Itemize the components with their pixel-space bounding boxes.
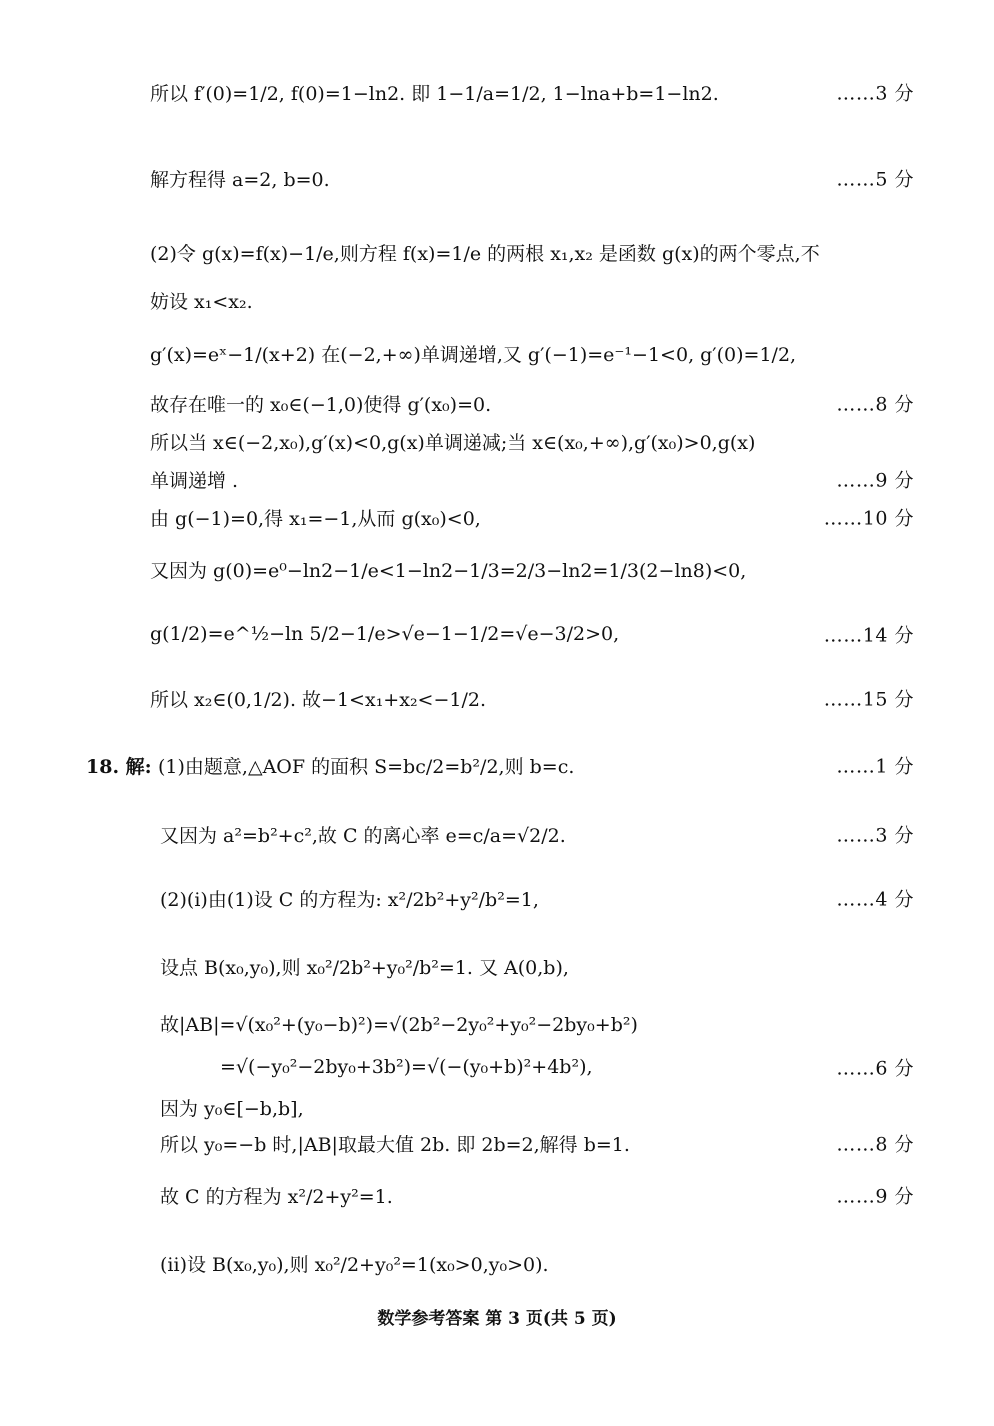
score-label: ……5 分 [836, 168, 914, 191]
line-text: g(1/2)=e^½−ln 5/2−1/e>√e−1−1/2=√e−3/2>0, [150, 623, 620, 645]
line-16 [160, 944, 914, 988]
line-text: 所以 f′(0)=1/2, f(0)=1−ln2. 即 1−1/a=1/2, 1−lna+b=1−ln2. [150, 82, 719, 105]
line-21 [160, 1174, 914, 1216]
line-17 [160, 1006, 914, 1040]
line-13 [86, 744, 914, 786]
score-label: ……9 分 [836, 1185, 914, 1208]
line-text: 故|AB|=√(x₀²+(y₀−b)²)=√(2b²−2y₀²+y₀²−2by₀+b²) [160, 1013, 638, 1036]
line-8 [150, 464, 914, 494]
line-text: 单调递增 . [150, 469, 239, 492]
score-label: ……4 分 [836, 888, 914, 911]
question-number: 18. 解: [86, 755, 152, 778]
line-text: 所以当 x∈(−2,x₀),g′(x)<0,g(x)单调递减;当 x∈(x₀,+∞),g′(x₀)>0,g(x) [150, 431, 756, 454]
line-text: (2)(i)由(1)设 C 的方程为: x²/2b²+y²/b²=1, [160, 888, 539, 911]
line-4 [150, 284, 914, 316]
score-label: ……6 分 [836, 1057, 914, 1080]
line-2 [150, 155, 914, 201]
line-text: 故存在唯一的 x₀∈(−1,0)使得 g′(x₀)=0. [150, 393, 492, 416]
line-22 [160, 1242, 914, 1284]
score-label: ……3 分 [836, 824, 914, 847]
score-label: ……10 分 [823, 507, 914, 530]
line-text: 设点 B(x₀,y₀),则 x₀²/2b²+y₀²/b²=1. 又 A(0,b), [160, 956, 569, 979]
line-text: 所以 y₀=−b 时,|AB|取最大值 2b. 即 2b=2,解得 b=1. [160, 1133, 630, 1156]
line-7 [150, 426, 914, 456]
line-text: g′(x)=eˣ−1/(x+2) 在(−2,+∞)单调递增,又 g′(−1)=e⁻¹−1<0, g′(0)=1/2, [150, 343, 797, 366]
score-label: ……15 分 [823, 688, 914, 711]
line-text: (1)由题意,△AOF 的面积 S=bc/2=b²/2,则 b=c. [158, 755, 575, 778]
line-19 [160, 1092, 914, 1122]
line-5 [150, 332, 914, 374]
line-text: 解方程得 a=2, b=0. [150, 168, 330, 191]
line-text: 妨设 x₁<x₂. [150, 290, 253, 313]
line-text: =√(−y₀²−2by₀+3b²)=√(−(y₀+b)²+4b²), [220, 1056, 593, 1078]
line-text: (2)令 g(x)=f(x)−1/e,则方程 f(x)=1/e 的两根 x₁,x₂ 是函数 g(x)的两个零点,不 [150, 242, 820, 265]
page-footer: 数学参考答案 第 3 页(共 5 页) [377, 1309, 617, 1329]
score-label: ……3 分 [836, 82, 914, 105]
line-14 [160, 812, 914, 856]
line-text: 故 C 的方程为 x²/2+y²=1. [160, 1185, 393, 1208]
line-text: 由 g(−1)=0,得 x₁=−1,从而 g(x₀)<0, [150, 507, 481, 530]
score-label: ……8 分 [836, 393, 914, 416]
line-text: 又因为 g(0)=e⁰−ln2−1/e<1−ln2−1/3=2/3−ln2=1/3(2−ln8)<0, [150, 559, 747, 582]
line-text: 又因为 a²=b²+c²,故 C 的离心率 e=c/a=√2/2. [160, 824, 566, 847]
line-6 [150, 388, 914, 418]
score-label: ……14 分 [823, 624, 914, 647]
line-18 [160, 1050, 914, 1084]
line-text: 因为 y₀∈[−b,b], [160, 1097, 304, 1120]
score-label: ……9 分 [836, 469, 914, 492]
line-text: (ii)设 B(x₀,y₀),则 x₀²/2+y₀²=1(x₀>0,y₀>0). [160, 1253, 549, 1276]
line-10 [150, 548, 914, 590]
line-15 [160, 876, 914, 920]
line-11 [150, 612, 914, 656]
line-20 [160, 1128, 914, 1158]
line-1 [150, 62, 914, 122]
score-label: ……8 分 [836, 1133, 914, 1156]
line-3 [150, 232, 914, 272]
line-12 [150, 676, 914, 720]
line-text: 所以 x₂∈(0,1/2). 故−1<x₁+x₂<−1/2. [150, 688, 487, 711]
line-9 [150, 502, 914, 532]
score-label: ……1 分 [836, 755, 914, 778]
